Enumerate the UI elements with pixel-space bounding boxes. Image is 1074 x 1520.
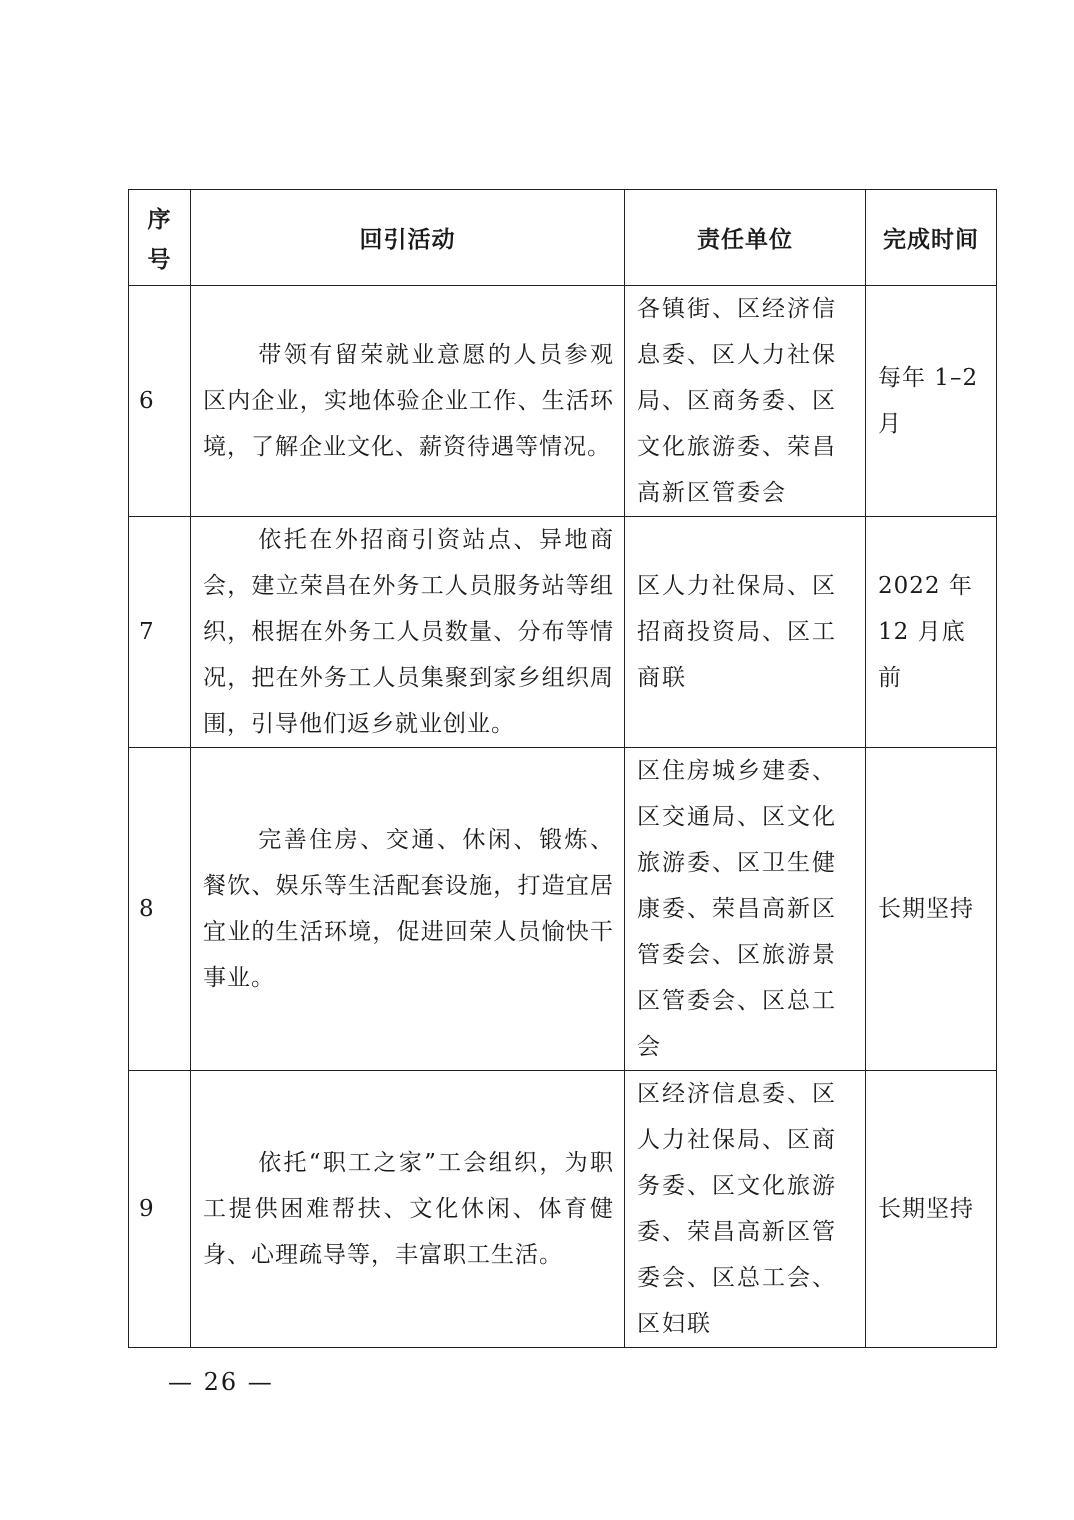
table-row (129, 286, 997, 517)
row-seq: 6 (129, 286, 191, 517)
responsibility-table (128, 189, 997, 1348)
row-seq: 9 (129, 1071, 191, 1348)
table-row (129, 1071, 997, 1348)
header-unit: 责任单位 (625, 190, 866, 286)
row-activity: 带领有留荣就业意愿的人员参观区内企业，实地体验企业工作、生活环境，了解企业文化、薪资待遇等情况。 (191, 286, 625, 517)
table-row (129, 748, 997, 1071)
row-unit: 区人力社保局、区招商投资局、区工商联 (625, 517, 866, 748)
header-time: 完成时间 (866, 190, 997, 286)
row-unit: 区住房城乡建委、区交通局、区文化旅游委、区卫生健康委、荣昌高新区管委会、区旅游景区管委会、区总工会 (625, 748, 866, 1071)
row-activity: 完善住房、交通、休闲、锻炼、餐饮、娱乐等生活配套设施，打造宜居宜业的生活环境，促进回荣人员愉快干事业。 (191, 748, 625, 1071)
row-activity: 依托“职工之家”工会组织，为职工提供困难帮扶、文化休闲、体育健身、心理疏导等，丰富职工生活。 (191, 1071, 625, 1348)
table-header-row (129, 190, 997, 286)
row-time: 长期坚持 (866, 748, 997, 1071)
header-seq-line2: 号 (147, 246, 172, 273)
header-seq (129, 190, 191, 286)
header-activity: 回引活动 (191, 190, 625, 286)
page-number: — 26 — (168, 1368, 274, 1396)
row-seq: 8 (129, 748, 191, 1071)
table-row (129, 517, 997, 748)
row-seq: 7 (129, 517, 191, 748)
header-seq-line1: 序 (147, 206, 172, 233)
row-time: 长期坚持 (866, 1071, 997, 1348)
row-time: 2022 年 12 月底前 (866, 517, 997, 748)
row-unit: 区经济信息委、区人力社保局、区商务委、区文化旅游委、荣昌高新区管委会、区总工会、区妇联 (625, 1071, 866, 1348)
row-time: 每年 1–2 月 (866, 286, 997, 517)
row-unit: 各镇街、区经济信息委、区人力社保局、区商务委、区文化旅游委、荣昌高新区管委会 (625, 286, 866, 517)
row-activity: 依托在外招商引资站点、异地商会，建立荣昌在外务工人员服务站等组织，根据在外务工人员数量、分布等情况，把在外务工人员集聚到家乡组织周围，引导他们返乡就业创业。 (191, 517, 625, 748)
